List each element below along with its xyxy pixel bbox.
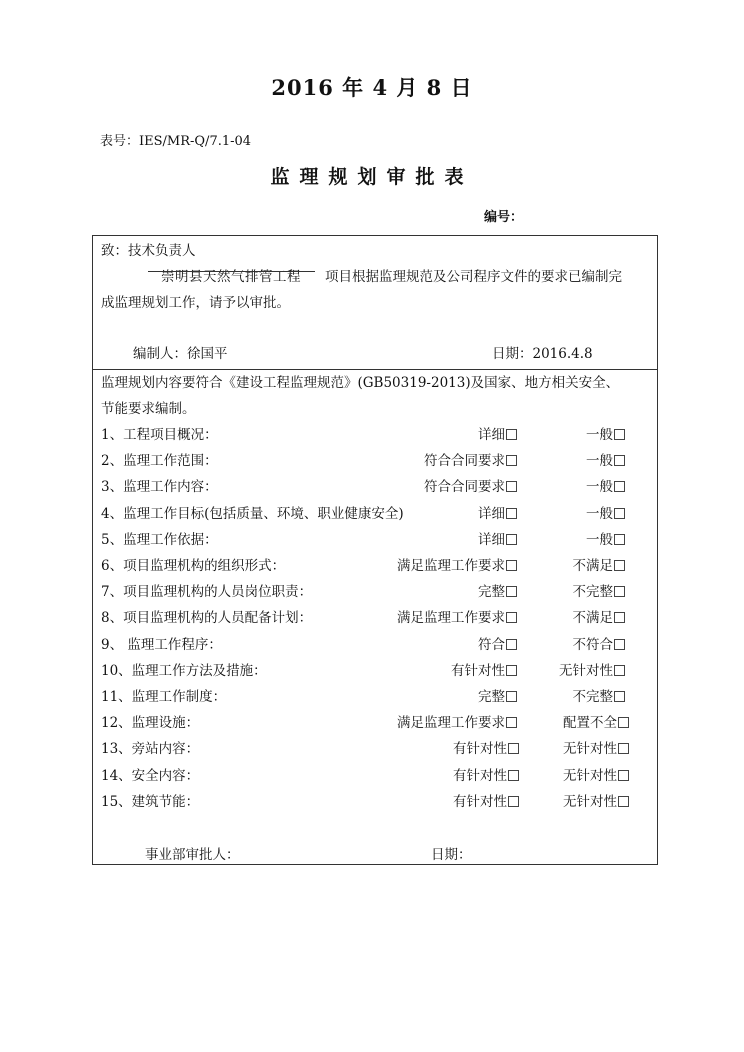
serial-number-label: 编号： bbox=[484, 210, 524, 225]
review-intro-2: 节能要求编制。 bbox=[101, 401, 196, 417]
addressee-line: 致：技术负责人 bbox=[101, 243, 196, 259]
review-item-label: 6、项目监理机构的组织形式： bbox=[101, 558, 286, 574]
approver-label: 事业部审批人： bbox=[145, 847, 240, 863]
option-2-checkbox[interactable] bbox=[614, 429, 625, 440]
review-item-label: 14、安全内容： bbox=[101, 768, 200, 784]
option-2-label: 不符合 bbox=[572, 637, 613, 653]
option-1-checkbox[interactable] bbox=[506, 639, 517, 650]
project-name: 崇明县天然气排管工程 bbox=[161, 269, 301, 285]
review-item-label: 12、监理设施： bbox=[101, 715, 200, 731]
option-2[interactable] bbox=[573, 609, 626, 627]
option-2-label: 不满足 bbox=[572, 558, 613, 574]
page-title: 监理规划审批表 bbox=[270, 166, 474, 188]
request-text-2: 成监理规划工作，请予以审批。 bbox=[101, 295, 290, 311]
option-2-label: 不完整 bbox=[572, 584, 613, 600]
option-2[interactable] bbox=[586, 531, 625, 549]
option-2[interactable] bbox=[586, 426, 625, 444]
option-1-label: 满足监理工作要求 bbox=[397, 715, 505, 731]
option-2-checkbox[interactable] bbox=[614, 481, 625, 492]
option-1[interactable] bbox=[478, 505, 517, 523]
option-2-label: 一般 bbox=[586, 532, 613, 548]
option-2-checkbox[interactable] bbox=[614, 665, 625, 676]
option-2-checkbox[interactable] bbox=[614, 639, 625, 650]
review-item-label: 10、监理工作方法及措施： bbox=[101, 663, 267, 679]
option-1-label: 有针对性 bbox=[451, 663, 505, 679]
option-2-label: 无针对性 bbox=[563, 741, 617, 757]
option-2-checkbox[interactable] bbox=[614, 560, 625, 571]
option-1-label: 符合合同要求 bbox=[424, 479, 505, 495]
option-1[interactable] bbox=[424, 452, 517, 470]
option-1-label: 完整 bbox=[478, 689, 505, 705]
option-1-label: 满足监理工作要求 bbox=[397, 610, 505, 626]
prepared-date-label: 日期：2016.4.8 bbox=[492, 346, 593, 362]
option-2-checkbox[interactable] bbox=[614, 612, 625, 623]
option-1[interactable] bbox=[451, 662, 517, 680]
option-1-label: 详细 bbox=[478, 506, 505, 522]
option-2[interactable] bbox=[586, 505, 625, 523]
option-1[interactable] bbox=[453, 740, 519, 758]
option-1-checkbox[interactable] bbox=[506, 691, 517, 702]
option-1[interactable] bbox=[397, 557, 517, 575]
option-1-label: 符合 bbox=[478, 637, 505, 653]
option-1[interactable] bbox=[397, 609, 517, 627]
option-2-checkbox[interactable] bbox=[618, 743, 629, 754]
option-2-label: 一般 bbox=[586, 506, 613, 522]
section-divider bbox=[93, 369, 657, 370]
option-1-checkbox[interactable] bbox=[506, 481, 517, 492]
review-item-label: 3、监理工作内容： bbox=[101, 479, 218, 495]
option-1[interactable] bbox=[453, 793, 519, 811]
option-1-checkbox[interactable] bbox=[506, 534, 517, 545]
review-item-label: 15、建筑节能： bbox=[101, 794, 200, 810]
option-2-label: 无针对性 bbox=[559, 663, 613, 679]
option-2-label: 无针对性 bbox=[563, 768, 617, 784]
option-2[interactable] bbox=[573, 688, 626, 706]
option-1-label: 有针对性 bbox=[453, 741, 507, 757]
option-1-checkbox[interactable] bbox=[508, 796, 519, 807]
option-2[interactable] bbox=[573, 557, 626, 575]
request-text-1: 项目根据监理规范及公司程序文件的要求已编制完 bbox=[325, 269, 622, 285]
option-1[interactable] bbox=[453, 767, 519, 785]
review-item-label: 7、项目监理机构的人员岗位职责： bbox=[101, 584, 313, 600]
review-item-label: 5、监理工作依据： bbox=[101, 532, 218, 548]
review-item-label: 1、工程项目概况： bbox=[101, 427, 218, 443]
option-2-label: 无针对性 bbox=[563, 794, 617, 810]
review-item-label: 4、监理工作目标(包括质量、环境、职业健康安全) bbox=[101, 506, 404, 522]
option-1-checkbox[interactable] bbox=[508, 743, 519, 754]
option-2[interactable] bbox=[586, 478, 625, 496]
option-2-label: 不满足 bbox=[572, 610, 613, 626]
review-item-label: 2、监理工作范围： bbox=[101, 453, 218, 469]
option-1-checkbox[interactable] bbox=[506, 586, 517, 597]
preparer-label: 编制人：徐国平 bbox=[133, 346, 228, 362]
option-2-label: 一般 bbox=[586, 479, 613, 495]
option-2-checkbox[interactable] bbox=[618, 770, 629, 781]
option-2-checkbox[interactable] bbox=[618, 796, 629, 807]
option-2-label: 一般 bbox=[586, 453, 613, 469]
option-1-label: 完整 bbox=[478, 584, 505, 600]
option-1-label: 符合合同要求 bbox=[424, 453, 505, 469]
option-2-label: 不完整 bbox=[572, 689, 613, 705]
option-2[interactable] bbox=[573, 583, 626, 601]
option-2[interactable] bbox=[563, 740, 629, 758]
option-1-label: 详细 bbox=[478, 427, 505, 443]
option-1-checkbox[interactable] bbox=[506, 455, 517, 466]
option-1[interactable] bbox=[478, 688, 517, 706]
option-1[interactable] bbox=[478, 583, 517, 601]
option-2-checkbox[interactable] bbox=[614, 586, 625, 597]
option-1[interactable] bbox=[478, 426, 517, 444]
option-2[interactable] bbox=[563, 714, 629, 732]
option-2-checkbox[interactable] bbox=[614, 534, 625, 545]
option-2-label: 一般 bbox=[586, 427, 613, 443]
option-1-checkbox[interactable] bbox=[506, 612, 517, 623]
option-2[interactable] bbox=[586, 452, 625, 470]
option-1-checkbox[interactable] bbox=[506, 508, 517, 519]
option-1-label: 有针对性 bbox=[453, 768, 507, 784]
option-1-checkbox[interactable] bbox=[506, 429, 517, 440]
option-1[interactable] bbox=[424, 478, 517, 496]
option-1-checkbox[interactable] bbox=[506, 560, 517, 571]
option-1[interactable] bbox=[478, 531, 517, 549]
option-2[interactable] bbox=[559, 662, 625, 680]
option-1-label: 有针对性 bbox=[453, 794, 507, 810]
date-heading: 2016 年 4 月 8 日 bbox=[271, 75, 473, 100]
option-1-label: 满足监理工作要求 bbox=[397, 558, 505, 574]
review-item-label: 8、项目监理机构的人员配备计划： bbox=[101, 610, 313, 626]
option-1[interactable] bbox=[397, 714, 517, 732]
option-2-checkbox[interactable] bbox=[614, 691, 625, 702]
option-1-checkbox[interactable] bbox=[506, 717, 517, 728]
approval-form bbox=[92, 235, 658, 865]
review-item-label: 13、旁站内容： bbox=[101, 741, 200, 757]
option-2-checkbox[interactable] bbox=[618, 717, 629, 728]
option-1-checkbox[interactable] bbox=[506, 665, 517, 676]
form-number: 表号：IES/MR-Q/7.1-04 bbox=[100, 134, 252, 149]
project-name-underline bbox=[148, 271, 315, 272]
option-1-checkbox[interactable] bbox=[508, 770, 519, 781]
option-2-checkbox[interactable] bbox=[614, 508, 625, 519]
option-1[interactable] bbox=[478, 636, 517, 654]
review-item-label: 9、 监理工作程序： bbox=[101, 637, 222, 653]
review-item-label: 11、监理工作制度： bbox=[101, 689, 227, 705]
review-intro-1: 监理规划内容要符合《建设工程监理规范》(GB50319-2013)及国家、地方相关安全、 bbox=[101, 375, 620, 391]
option-2[interactable] bbox=[563, 793, 629, 811]
option-2[interactable] bbox=[563, 767, 629, 785]
option-2[interactable] bbox=[573, 636, 626, 654]
option-2-label: 配置不全 bbox=[563, 715, 617, 731]
option-2-checkbox[interactable] bbox=[614, 455, 625, 466]
approve-date-label: 日期： bbox=[431, 847, 472, 863]
option-1-label: 详细 bbox=[478, 532, 505, 548]
